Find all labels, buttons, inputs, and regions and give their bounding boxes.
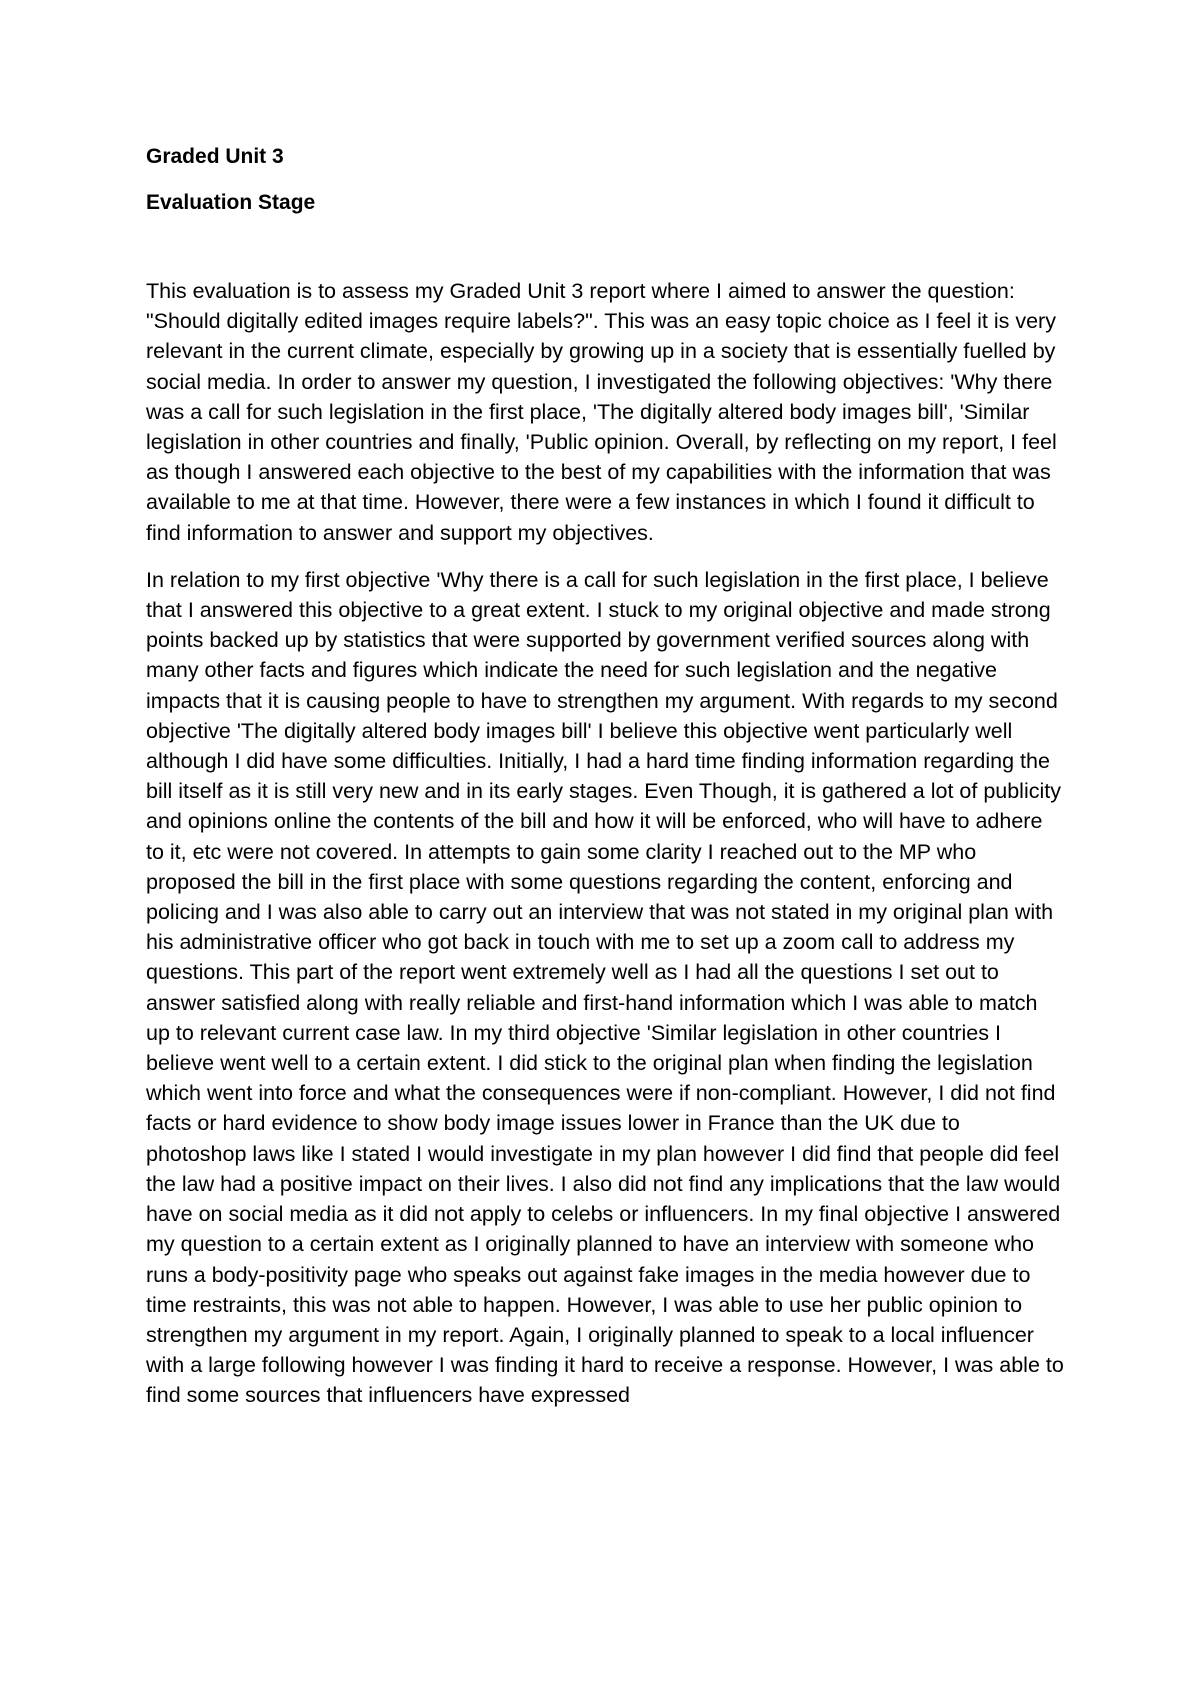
document-subtitle: Evaluation Stage — [146, 191, 316, 214]
document-title: Graded Unit 3 — [146, 145, 284, 168]
paragraph-objectives-evaluation: In relation to my first objective 'Why there is a call for such legislation in the first place, I believe that I answered this objective to a great extent. I stuck to my original objective and made strong points backed up by statistics that were supported by government verified sources along with many other facts and figures which indicate the need for such legislation and the negative impacts that it is causing people to have to strengthen my argument. With regards to my second objective 'The digitally altered body images bill' I believe this objective went particularly well although I did have some difficulties. Initially, I had a hard time finding information regarding the bill itself as it is still very new and in its early stages. Even Though, it is gathered a lot of publicity and opinions online the contents of the bill and how it will be enforced, who will have to adhere to it, etc were not covered. In attempts to gain some clarity I reached out to the MP who proposed the bill in the first place with some questions regarding the content, enforcing and policing and I was also able to carry out an interview that was not stated in my original plan with his administrative officer who got back in touch with me to set up a zoom call to address my questions. This part of the report went extremely well as I had all the questions I set out to answer satisfied along with really reliable and first-hand information which I was able to match up to relevant current case law. In my third objective 'Similar legislation in other countries I believe went well to a certain extent. I did stick to the original plan when finding the legislation which went into force and what the consequences were if non-compliant. However, I did not find facts or hard evidence to show body image issues lower in France than the UK due to photoshop laws like I stated I would investigate in my plan however I did find that people did feel the law had a positive impact on their lives. I also did not find any implications that the law would have on social media as it did not apply to celebs or influencers. In my final objective I answered my question to a certain extent as I originally planned to have an interview with someone who runs a body-positivity page who speaks out against fake images in the media however due to time restraints, this was not able to happen. However, I was able to use her public opinion to strengthen my argument in my report. Again, I originally planned to speak to a local influencer with a large following however I was finding it hard to receive a response. However, I was able to find some sources that influencers have expressed — [146, 567, 1064, 1408]
paragraph-introduction: This evaluation is to assess my Graded Unit 3 report where I aimed to answer the question: "Should digitally edited images require labels?". This was an easy topic choice as I feel it is very relevant in the current climate, especially by growing up in a society that is essentially fuelled by social media. In order to answer my question, I investigated the following objectives: 'Why there was a call for such legislation in the first place, 'The digitally altered body images bill', 'Similar legislation in other countries and finally, 'Public opinion. Overall, by reflecting on my report, I feel as though I answered each objective to the best of my capabilities with the information that was available to me at that time. However, there were a few instances in which I found it difficult to find information to answer and support my objectives. — [146, 279, 1057, 545]
document-body — [146, 143, 1066, 1411]
